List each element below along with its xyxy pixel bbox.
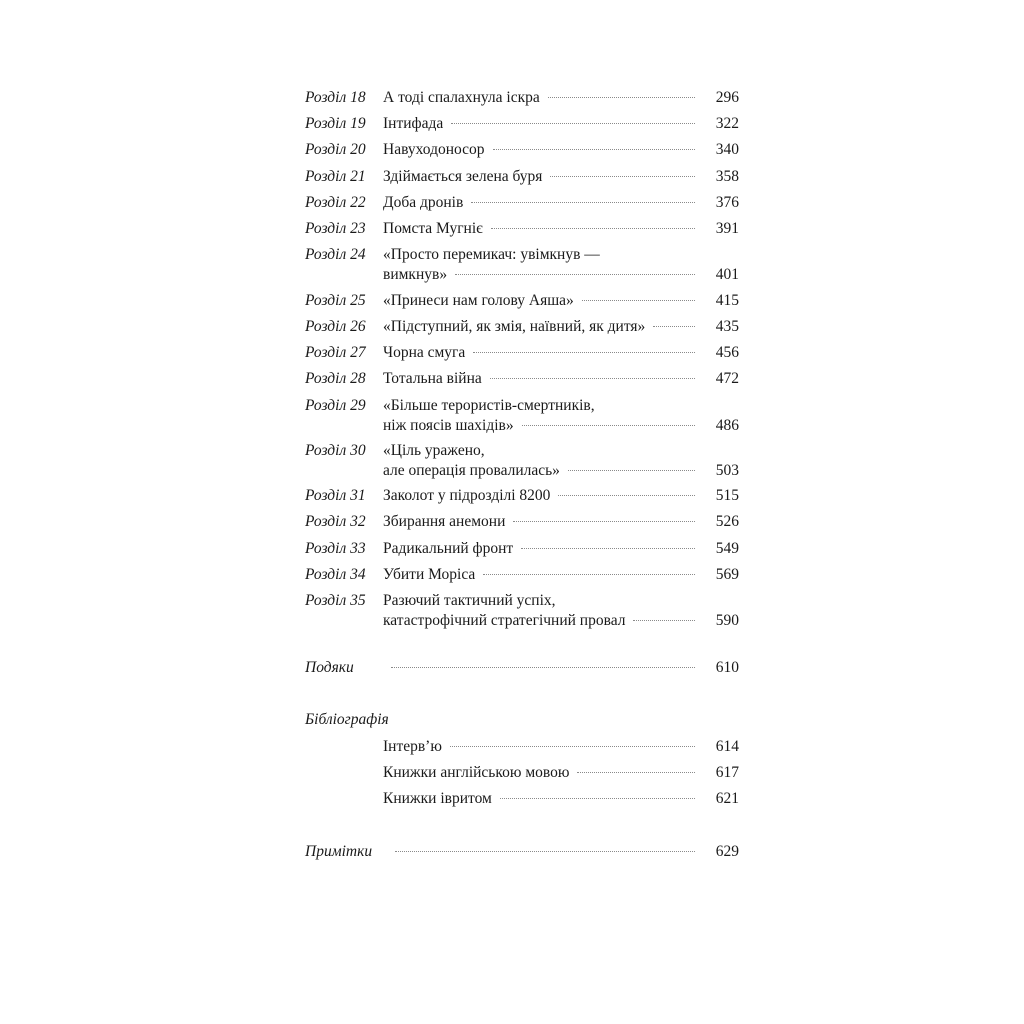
page-number: 590 [715, 612, 739, 629]
page-number: 435 [715, 318, 739, 335]
bibliography-item[interactable] [305, 764, 739, 788]
acknowledgements-line [383, 659, 739, 677]
bibliography-item-title: Інтерв’ю [383, 738, 442, 755]
chapter-title-line [383, 220, 739, 238]
chapter-title: Здіймається зелена буря [383, 168, 543, 185]
chapter-title-line [383, 442, 739, 460]
toc-entry[interactable] [305, 194, 739, 218]
leader-dots [455, 274, 695, 275]
bibliography-item-line [383, 764, 739, 782]
bibliography-item-line [383, 738, 739, 756]
page-number: 629 [715, 843, 739, 860]
leader-dots [521, 548, 695, 549]
chapter-title-line [383, 612, 739, 630]
bibliography-heading [305, 711, 739, 735]
chapter-title-line [383, 566, 739, 584]
bibliography-item-title: Книжки івритом [383, 790, 492, 807]
page-number: 617 [715, 764, 739, 781]
chapter-title: Помста Мугніє [383, 220, 483, 237]
leader-dots [493, 149, 695, 150]
chapter-title-line [383, 397, 739, 415]
chapter-title: «Просто перемикач: увімкнув — [383, 246, 600, 263]
toc-entry[interactable] [305, 344, 739, 368]
chapter-title-line [383, 168, 739, 186]
chapter-title: «Ціль уражено, [383, 442, 485, 459]
page-number: 569 [715, 566, 739, 583]
toc-entry[interactable] [305, 566, 739, 590]
chapter-title: «Підступний, як змія, наївний, як дитя» [383, 318, 646, 335]
chapter-title: А тоді спалахнула іскра [383, 89, 540, 106]
chapter-title: ніж поясів шахідів» [383, 417, 514, 434]
toc-entry[interactable] [305, 442, 739, 486]
chapter-label: Розділ 19 [305, 115, 366, 132]
toc-entry[interactable] [305, 220, 739, 244]
chapter-title-line [383, 318, 739, 336]
notes-label: Примітки [305, 843, 373, 860]
page-number: 503 [715, 462, 739, 479]
toc-entry[interactable] [305, 89, 739, 113]
page-number: 621 [715, 790, 739, 807]
chapter-label: Розділ 22 [305, 194, 366, 211]
chapter-title-line [383, 194, 739, 212]
toc-entry[interactable] [305, 141, 739, 165]
chapter-title-line [383, 592, 739, 610]
page-number: 376 [715, 194, 739, 211]
page-number: 549 [715, 540, 739, 557]
bibliography-label: Бібліографія [305, 711, 389, 728]
chapter-title: Заколот у підрозділі 8200 [383, 487, 551, 504]
chapter-title-line [383, 141, 739, 159]
chapter-title: але операція провалилась» [383, 462, 560, 479]
notes-entry[interactable] [305, 843, 739, 867]
toc-entry[interactable] [305, 292, 739, 316]
chapter-title: вимкнув» [383, 266, 448, 283]
page-number: 322 [715, 115, 739, 132]
chapter-label: Розділ 33 [305, 540, 366, 557]
leader-dots [395, 851, 695, 852]
chapter-title: Інтифада [383, 115, 444, 132]
leader-dots [653, 326, 695, 327]
chapter-title: Убити Моріса [383, 566, 476, 583]
toc-entry[interactable] [305, 540, 739, 564]
page-number: 415 [715, 292, 739, 309]
page-number: 486 [715, 417, 739, 434]
page-number: 391 [715, 220, 739, 237]
toc-entry[interactable] [305, 397, 739, 441]
chapter-label: Розділ 23 [305, 220, 366, 237]
leader-dots [490, 378, 695, 379]
page-number: 358 [715, 168, 739, 185]
chapter-title-line [383, 417, 739, 435]
chapter-title-line [383, 513, 739, 531]
chapter-title: «Більше терористів-смертників, [383, 397, 595, 414]
toc-entry[interactable] [305, 370, 739, 394]
leader-dots [391, 667, 695, 668]
chapter-label: Розділ 31 [305, 487, 366, 504]
chapter-title-line [383, 462, 739, 480]
toc-entry[interactable] [305, 592, 739, 636]
leader-dots [500, 798, 695, 799]
leader-dots [491, 228, 695, 229]
chapter-title: Радикальний фронт [383, 540, 514, 557]
chapter-title-line [383, 292, 739, 310]
chapter-label: Розділ 32 [305, 513, 366, 530]
chapter-label: Розділ 29 [305, 397, 366, 414]
chapter-title-line [383, 115, 739, 133]
page-number: 610 [715, 659, 739, 676]
bibliography-item[interactable] [305, 738, 739, 762]
chapter-title-line [383, 89, 739, 107]
chapter-label: Розділ 21 [305, 168, 366, 185]
page-number: 456 [715, 344, 739, 361]
chapter-title: Збирання анемони [383, 513, 506, 530]
chapter-label: Розділ 28 [305, 370, 366, 387]
toc-entry[interactable] [305, 246, 739, 290]
leader-dots [568, 470, 695, 471]
page-number: 340 [715, 141, 739, 158]
page-number: 296 [715, 89, 739, 106]
toc-entry[interactable] [305, 318, 739, 342]
chapter-title: Чорна смуга [383, 344, 466, 361]
toc-entry[interactable] [305, 168, 739, 192]
page-number: 526 [715, 513, 739, 530]
chapter-label: Розділ 27 [305, 344, 366, 361]
chapter-label: Розділ 18 [305, 89, 366, 106]
chapter-label: Розділ 35 [305, 592, 366, 609]
toc-entry[interactable] [305, 513, 739, 537]
chapter-label: Розділ 25 [305, 292, 366, 309]
chapter-title-line [383, 487, 739, 505]
toc-entry[interactable] [305, 487, 739, 511]
bibliography-item-title: Книжки англійською мовою [383, 764, 570, 781]
chapter-label: Розділ 30 [305, 442, 366, 459]
page-number: 401 [715, 266, 739, 283]
chapter-label: Розділ 26 [305, 318, 366, 335]
chapter-title-line [383, 266, 739, 284]
leader-dots [483, 574, 695, 575]
leader-dots [633, 620, 695, 621]
leader-dots [550, 176, 695, 177]
chapter-title-line [383, 370, 739, 388]
chapter-title-line [383, 246, 739, 264]
chapter-label: Розділ 20 [305, 141, 366, 158]
leader-dots [451, 123, 695, 124]
leader-dots [450, 746, 695, 747]
notes-line [387, 843, 739, 861]
leader-dots [522, 425, 695, 426]
acknowledgements-entry[interactable] [305, 659, 739, 683]
chapter-title-line [383, 540, 739, 558]
chapter-label: Розділ 34 [305, 566, 366, 583]
bibliography-item-line [383, 790, 739, 808]
leader-dots [582, 300, 695, 301]
chapter-title: Тотальна війна [383, 370, 482, 387]
chapter-title: катастрофічний стратегічний провал [383, 612, 626, 629]
leader-dots [471, 202, 695, 203]
chapter-title: Разючий тактичний успіх, [383, 592, 556, 609]
leader-dots [558, 495, 695, 496]
chapter-title-line [383, 344, 739, 362]
chapter-label: Розділ 24 [305, 246, 366, 263]
leader-dots [577, 772, 695, 773]
bibliography-item[interactable] [305, 790, 739, 814]
page-number: 472 [715, 370, 739, 387]
leader-dots [513, 521, 695, 522]
leader-dots [473, 352, 695, 353]
page-number: 515 [715, 487, 739, 504]
chapter-title: Доба дронів [383, 194, 464, 211]
leader-dots [548, 97, 695, 98]
toc-entry[interactable] [305, 115, 739, 139]
acknowledgements-label: Подяки [305, 659, 354, 676]
chapter-title: Навуходоносор [383, 141, 485, 158]
page-number: 614 [715, 738, 739, 755]
chapter-title: «Принеси нам голову Аяша» [383, 292, 574, 309]
